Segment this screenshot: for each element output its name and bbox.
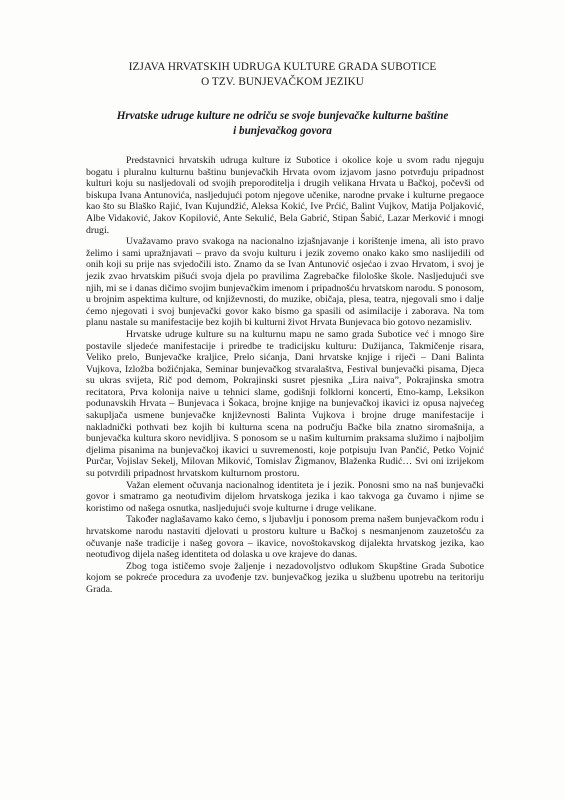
paragraph-2: Uvažavamo pravo svakoga na nacionalno izjašnjavanje i korištenje imena, ali isto pravo želimo i sami upražnjavati – pravo da svoju kulturu i jezik zovemo onako kako smo naslijedili od onih koji su prije nas svjedočili isto. Znamo da se Ivan Antunović osjećao i zvao Hrvatom, i svoj je jezik zvao hrvatskim pišući svoja djela po pravilima Zagrebačke filološke škole. Nasljedujući sve njih, mi se i danas dičimo svojim bunjevačkim imenom i pripadnošću hrvatskom narodu. S ponosom, u brojnim aspektima kulture, od književnosti, do muzike, običaja, plesa, teatra, njegovali smo i dalje ćemo njegovati i svoj bunjevački govor kako bismo ga spasili od asimilacije i zaborava. Na tom planu nastale su manifestacije bez kojih bi kulturni život Hrvata Bunjevaca bio gotovo nezamisliv.: [86, 236, 484, 329]
document-header: [0, 60, 565, 90]
document-body: [86, 155, 484, 596]
paragraph-1: Predstavnici hrvatskih udruga kulture iz Subotice i okolice koje u svom radu njeguju bogatu i pluralnu kulturnu baštinu bunjevačkih Hrvata ovom izjavom jasno potvrđuju pripadnost kulturi koju su nasljedovali od svojih preporoditelja i drugih velikana Hrvata u Bačkoj, počevši od biskupa Ivana Antunovića, nasljedujući potom njegove učenike, narodne prvake i kulturne pregaoce kao što su Blaško Rajić, Ivan Kujundžić, Aleksa Kokić, Ive Prćić, Balint Vujkov, Matija Poljaković, Albe Vidaković, Jakov Kopilović, Ante Sekulić, Bela Gabrić, Stipan Šabić, Lazar Merković i mnogi drugi.: [86, 155, 484, 236]
subtitle-line-2: i bunjevačkog govora: [233, 125, 332, 137]
header-line-2: O TZV. BUNJEVAČKOM JEZIKU: [201, 76, 364, 88]
subtitle-line-1: Hrvatske udruge kulture ne odriču se svoje bunjevačke kulturne baštine: [116, 110, 449, 122]
paragraph-6: Zbog toga ističemo svoje žaljenje i nezadovoljstvo odlukom Skupštine Grada Subotice kojom se pokreće procedura za uvođenje tzv. bunjevačkog jezika u službenu upotrebu na teritoriju Grada.: [86, 560, 484, 595]
paragraph-5: Također naglašavamo kako ćemo, s ljubavlju i ponosom prema našem bunjevačkom rodu i hrvatskome narodu nastaviti djelovati u prostoru kulture u Bačkoj s nesmanjenom zauzetošću za očuvanje naše tradicije i našeg govora – ikavice, novoštokavskog dijalekta hrvatskog jezika, kao neotuđivog dijela našeg identiteta od dolaska u ove krajeve do danas.: [86, 514, 484, 561]
document-subtitle: [0, 109, 565, 139]
header-line-1: IZJAVA HRVATSKIH UDRUGA KULTURE GRADA SUBOTICE: [128, 61, 437, 73]
paragraph-3: Hrvatske udruge kulture su na kulturnu mapu ne samo grada Subotice već i mnogo šire postavile sljedeće manifestacije i priredbe te tradicijsku kulturu: Dužijanca, Takmičenje risara, Veliko prelo, Bunjevačke kraljice, Prelo sićanja, Dani hrvatske knjige i riječi – Dani Balinta Vujkova, Izložba božićnjaka, Seminar bunjevačkog stvaralaštva, Festival bunjevački pisama, Djeca su ukras svijeta, Rič pod demom, Pokrajinski susret pjesnika „Lira naiva”, Pokrajinska smotra recitatora, Prva kolonija naive u tehnici slame, godišnji folklorni koncerti, Etno-kamp, Leksikon podunavskih Hrvata – Bunjevaca i Šokaca, brojne knjige na bunjevačkoj ikavici iz opusa najvećeg sakupljača usmene bunjevačke književnosti Balinta Vujkova i brojne druge manifestacije i nakladnički pothvati bez kojih bi kulturna scena na području Bačke bila znatno siromašnija, a bunjevačka kultura skoro nevidljiva. S ponosom se u našim kulturnim praksama služimo i najboljim djelima pisanima na bunjevačkoj ikavici u suvremenosti, koje potpisuju Ivan Pančić, Petko Vojnić Purčar, Vojislav Sekelj, Milovan Miković, Tomislav Žigmanov, Blaženka Rudić… Svi oni izrijekom su potvrdili pripadnost hrvatskom kulturnom prostoru.: [86, 328, 484, 480]
paragraph-4: Važan element očuvanja nacionalnog identiteta je i jezik. Ponosni smo na naš bunjevački govor i smatramo ga neotuđivim dijelom hrvatskoga jezika i kao takvoga ga čuvamo i njime se koristimo od našega osnutka, nasljedujući svoje kulturne i druge velikane.: [86, 479, 484, 514]
